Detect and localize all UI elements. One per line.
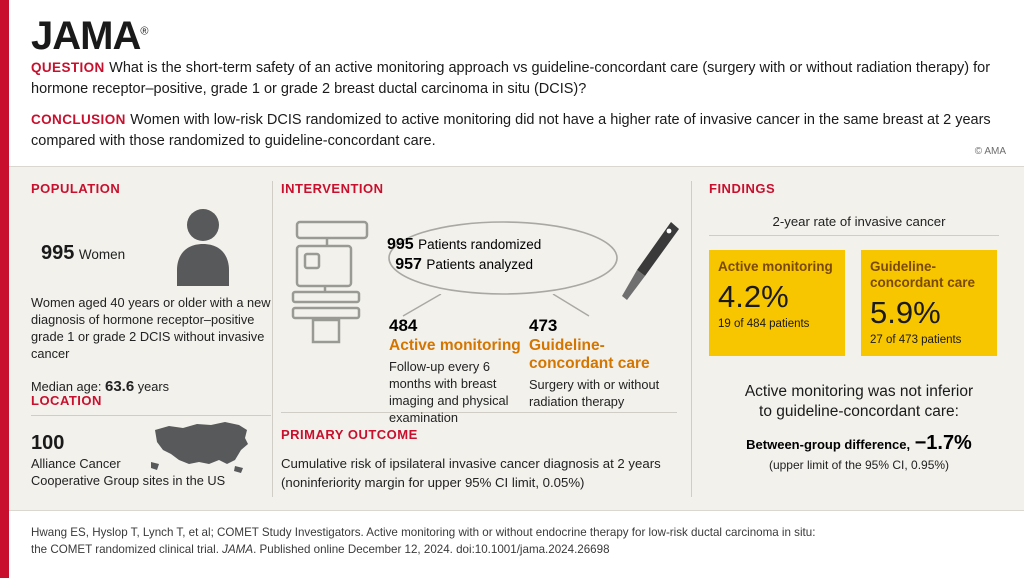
- population-title: POPULATION: [31, 181, 121, 196]
- primary-outcome-block: [281, 427, 681, 492]
- main-content-band: [9, 166, 1024, 510]
- arm-guideline-detail: Surgery with or without radiation therapy: [529, 376, 660, 409]
- question-label: QUESTION: [31, 60, 105, 75]
- between-group-difference-value: −1.7%: [914, 432, 972, 455]
- randomization-ellipse: [387, 220, 541, 274]
- header: [9, 0, 1024, 166]
- citation-line2: [31, 542, 981, 559]
- question-block: [31, 58, 991, 99]
- intervention-title: INTERVENTION: [281, 181, 384, 196]
- findings-summary-line2: to guideline-concordant care:: [759, 403, 959, 421]
- median-age-unit: years: [137, 378, 170, 394]
- trademark-symbol: ®: [140, 25, 148, 38]
- location-count: 100: [31, 432, 65, 454]
- primary-outcome-text: Cumulative risk of ipsilateral invasive cancer diagnosis at 2 years (noninferiority margin for upper 95% CI limit, 0.05%): [281, 456, 661, 491]
- population-column: [31, 181, 271, 416]
- arm-active-monitoring-n: 484: [389, 316, 418, 335]
- location-line1: Alliance Cancer: [31, 456, 121, 471]
- conclusion-text: Women with low-risk DCIS randomized to active monitoring did not have a higher rate of invasive cancer in the same breast at 2 years compared with those randomized to guideline-concordant care.: [31, 112, 991, 149]
- between-group-difference-ci: (upper limit of the 95% CI, 0.95%): [768, 458, 950, 473]
- findings-subtitle-rule: [709, 235, 999, 236]
- conclusion-block: [31, 110, 991, 151]
- findings-summary-line1: Active monitoring was not inferior: [744, 382, 974, 400]
- woman-silhouette-icon: [171, 208, 235, 286]
- findings-subtitle: 2-year rate of invasive cancer: [772, 214, 946, 229]
- finding-heading-guideline: Guideline-concordant care: [870, 259, 976, 291]
- location-title: LOCATION: [31, 393, 102, 408]
- arm-active-monitoring-detail: Follow-up every 6 months with breast imaging and physical examination: [389, 358, 509, 426]
- location-line2: Cooperative Group sites in the US: [31, 473, 226, 489]
- median-age-label: Median age:: [31, 378, 102, 394]
- left-accent-stripe: [0, 0, 9, 578]
- arm-guideline-concordant: [529, 316, 661, 410]
- findings-column: [709, 181, 1009, 472]
- jama-logo-text: JAMA: [31, 14, 141, 58]
- patients-randomized-label: Patients randomized: [418, 237, 542, 252]
- us-map-icon: [149, 416, 253, 474]
- population-count-unit: Women: [78, 247, 126, 262]
- arm-guideline-name: Guideline-concordant care: [529, 337, 650, 372]
- citation-line2-post: . Published online December 12, 2024. doi:10.1001/jama.2024.26698: [253, 542, 610, 556]
- finding-value-active: 4.2%: [718, 279, 789, 315]
- population-count: 995: [41, 242, 75, 264]
- footer: [9, 510, 1024, 578]
- primary-outcome-title: PRIMARY OUTCOME: [281, 427, 418, 442]
- finding-box-active-monitoring: [709, 250, 845, 356]
- finding-heading-active: Active monitoring: [718, 259, 833, 274]
- citation-journal: JAMA: [222, 542, 254, 556]
- patients-analyzed-label: Patients analyzed: [426, 257, 533, 272]
- location-column: [31, 393, 271, 489]
- column-divider-1: [272, 181, 273, 497]
- jama-logo: [31, 14, 147, 59]
- between-group-difference-label: Between-group difference,: [746, 437, 911, 453]
- median-age-value: 63.6: [105, 377, 135, 395]
- findings-bar-chart: [709, 250, 1009, 356]
- copyright-notice: © AMA: [974, 146, 1006, 157]
- finding-sub-active: 19 of 484 patients: [718, 317, 810, 330]
- arm-guideline-n: 473: [529, 316, 558, 335]
- finding-box-guideline: [861, 250, 997, 356]
- citation: [31, 525, 981, 559]
- citation-line1: Hwang ES, Hyslop T, Lynch T, et al; COMET Study Investigators. Active monitoring with or without endocrine therapy for low-risk ductal carcinoma in situ:: [31, 526, 816, 539]
- arm-active-monitoring-name: Active monitoring: [389, 337, 521, 354]
- patients-analyzed-count: 957: [395, 256, 422, 273]
- arm-active-monitoring: [389, 316, 521, 426]
- column-divider-2: [691, 181, 692, 497]
- patients-randomized-count: 995: [387, 236, 414, 253]
- findings-title: FINDINGS: [709, 181, 776, 196]
- intervention-column: [281, 181, 681, 492]
- population-description: Women aged 40 years or older with a new diagnosis of hormone receptor–positive grade 1 or grade 2 DCIS without invasive cancer: [31, 295, 271, 362]
- question-text: What is the short-term safety of an active monitoring approach vs guideline-concordant care (surgery with or without radiation therapy) for hormone receptor–positive, grade 1 or grade 2 breast ductal carcinoma in situ (DCIS)?: [31, 60, 991, 97]
- citation-line2-pre: the COMET randomized clinical trial.: [31, 542, 223, 556]
- conclusion-label: CONCLUSION: [31, 112, 126, 127]
- finding-sub-guideline: 27 of 473 patients: [870, 333, 962, 346]
- scalpel-icon: [619, 218, 683, 304]
- finding-value-guideline: 5.9%: [870, 295, 941, 331]
- findings-summary: [709, 382, 1009, 472]
